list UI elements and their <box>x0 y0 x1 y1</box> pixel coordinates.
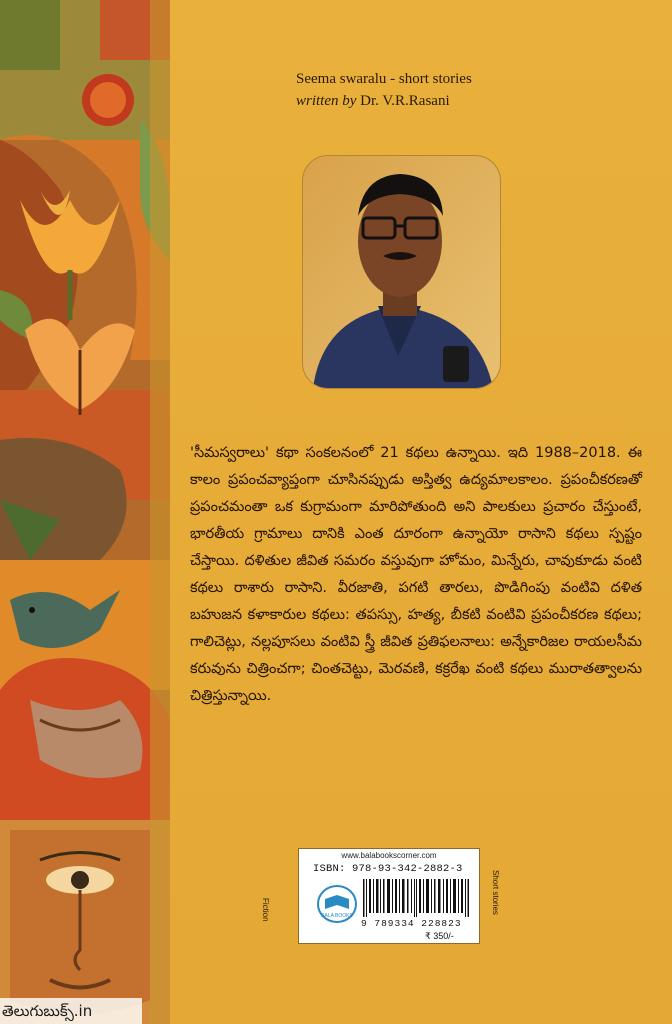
barcode-digits: 9 789334 228823 <box>361 918 462 929</box>
author-photo <box>302 155 501 389</box>
decorative-art-strip <box>0 0 170 1024</box>
site-watermark: తెలుగుబుక్స్.in <box>0 998 142 1024</box>
author-line <box>296 90 556 112</box>
category-label: Short stories <box>491 870 500 915</box>
author-portrait <box>303 156 500 388</box>
book-title-block <box>296 68 556 112</box>
written-by-label: written by <box>296 93 357 109</box>
author-name: Dr. V.R.Rasani <box>360 93 450 109</box>
folk-art-illustration <box>0 0 170 1024</box>
book-title: Seema swaralu - short stories <box>296 71 472 87</box>
book-description <box>190 440 642 710</box>
isbn-number: ISBN: 978-93-342-2882-3 <box>313 863 463 875</box>
publisher-logo-text: BALA BOOKS <box>321 913 353 919</box>
book-logo-icon <box>317 885 357 923</box>
barcode-panel <box>298 848 480 944</box>
book-price: ₹ 350/- <box>425 931 454 941</box>
genre-label: Fiction <box>261 898 270 922</box>
description-paragraph: 'సీమస్వరాలు' కథా సంకలనంలో 21 కథలు ఉన్నాయి. ఇది 1988–2018. ఈ కాలం ప్రపంచవ్యాప్తంగా చూసినప్పుడు అస్తిత్వ ఉద్యమాలకాలం. ప్రపంచీకరణతో ప్రపంచమంతా ఒక కుగ్రామంగా మారిపోతుంది అని పాలకులు ప్రచారం చేస్తుంటే, భారతీయ గ్రామాలు దానికి ఎంత దూరంగా ఉన్నాయో రాసాని కథలు స్పష్టం చేస్తాయి. దళితుల జీవిత సమరం వస్తువుగా హోమం, మిన్నేరు, చావుకూడు వంటి కథలు రాశారు రాసాని. వీరజాతి, పగటి తారలు, పొడిగింపు వంటివి దళిత బహుజన కళాకారుల కథలు: తపస్సు, హత్య, బీకటి వంటివి ప్రపంచీకరణ కథలు; గాలిచెట్లు, నల్లపూసలు వంటివి స్త్రీ జీవిత ప్రతిఫలనాలు: అన్నేకారిజల రాయలసీమ కరువును చిత్రించగా; చింతచెట్టు, మెరవణి, కక్రరేఖ వంటి కథలు మురాతత్వాలను చిత్రిస్తున్నాయి. <box>190 445 642 704</box>
barcode-icon <box>363 879 469 917</box>
publisher-url[interactable]: www.balabookscorner.com <box>341 851 437 860</box>
